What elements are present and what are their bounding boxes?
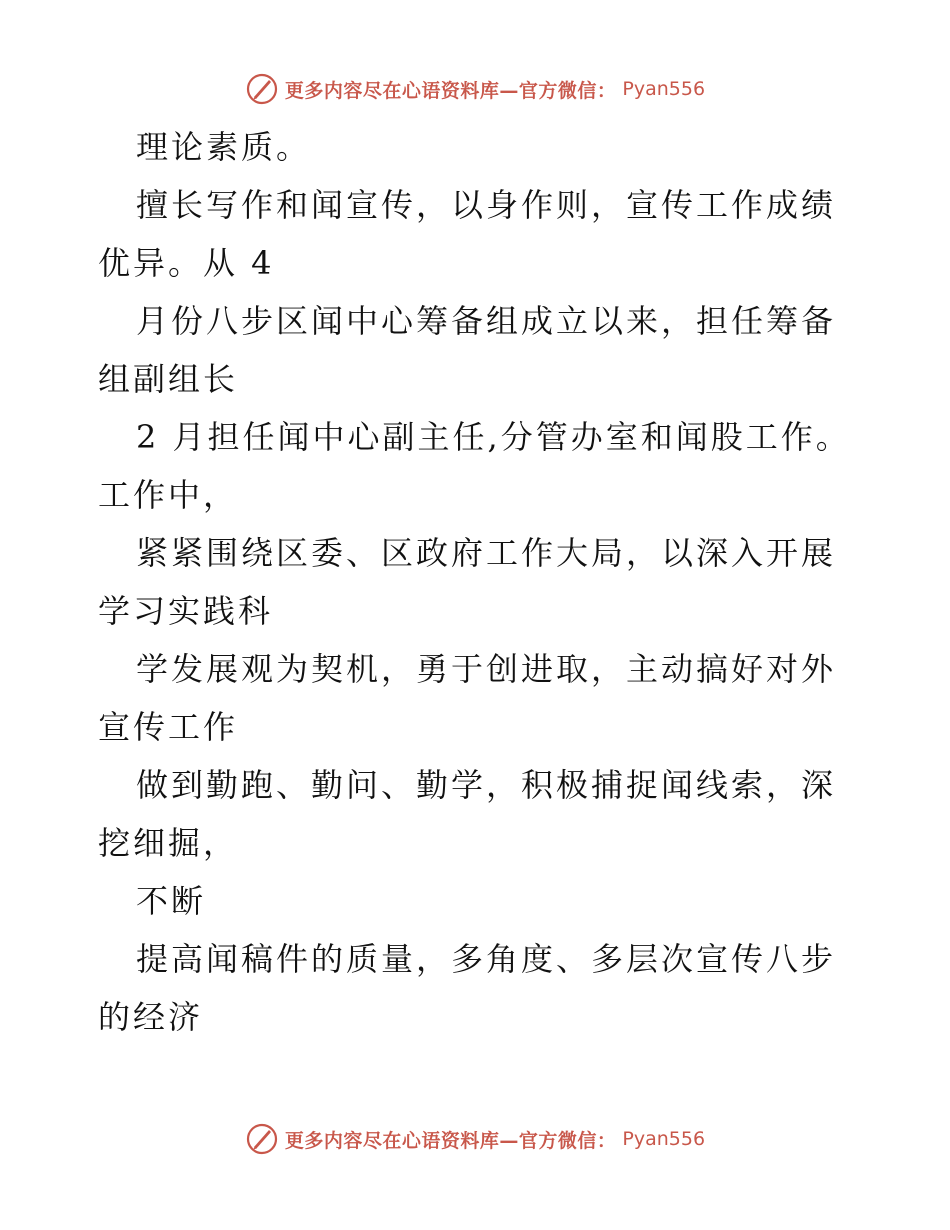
footer-watermark xyxy=(0,1122,950,1156)
quill-pen-logo-icon xyxy=(245,1122,279,1156)
paragraph: 擅长写作和闻宣传，以身作则，宣传工作成绩优异。从 4 xyxy=(98,186,837,282)
watermark-text: 更多内容尽在心语资料库—官方微信： xyxy=(284,79,617,102)
quill-pen-logo-icon xyxy=(245,72,279,106)
paragraph: 紧紧围绕区委、区政府工作大局，以深入开展学习实践科 xyxy=(98,534,837,630)
header-watermark xyxy=(0,72,950,106)
paragraph: 做到勤跑、勤问、勤学，积极捕捉闻线索，深挖细掘， xyxy=(98,766,837,862)
paragraph: 不断 xyxy=(136,882,207,920)
paragraph: 理论素质。 xyxy=(136,128,312,166)
paragraph: 2 月担任闻中心副主任,分管办室和闻股工作。工作中， xyxy=(98,418,851,514)
paragraph: 学发展观为契机，勇于创进取，主动搞好对外宣传工作 xyxy=(98,650,837,746)
document-body xyxy=(98,118,858,1046)
watermark-account: Pyan556 xyxy=(622,1128,706,1150)
paragraph: 月份八步区闻中心筹备组成立以来，担任筹备组副组长 xyxy=(98,302,837,398)
watermark-account: Pyan556 xyxy=(622,78,706,100)
paragraph: 提高闻稿件的质量，多角度、多层次宣传八步的经济 xyxy=(98,940,837,1036)
watermark-text: 更多内容尽在心语资料库—官方微信： xyxy=(284,1129,617,1152)
